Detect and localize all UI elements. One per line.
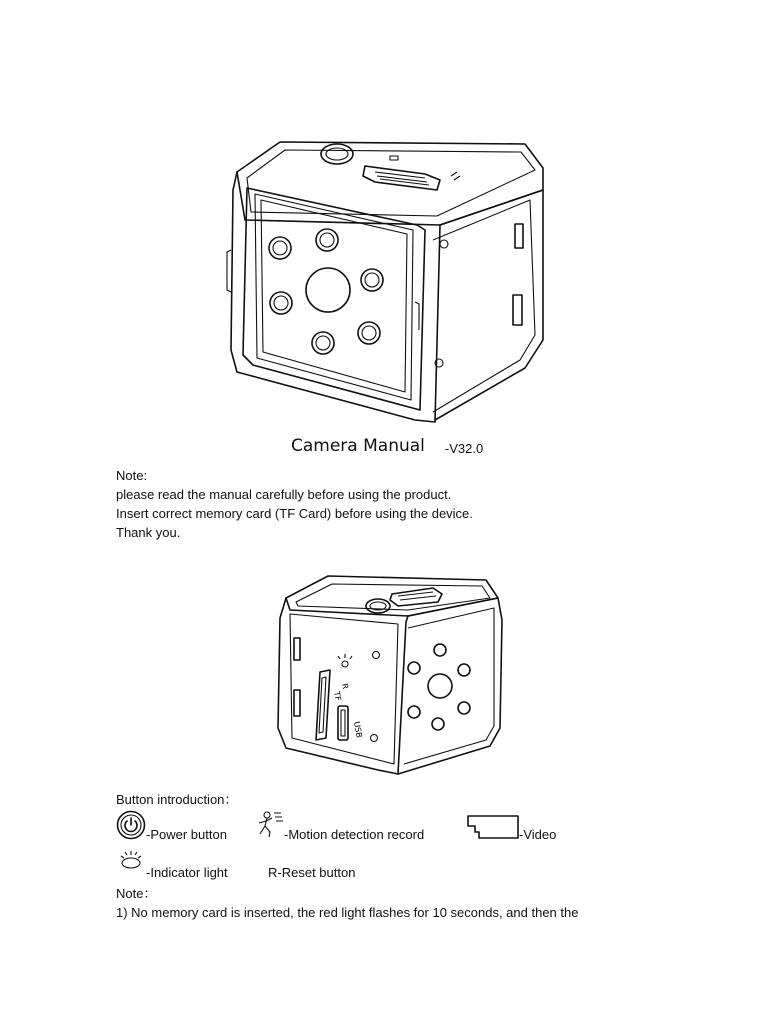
- note-line-2: Insert correct memory card (TF Card) before using the device.: [116, 506, 473, 521]
- reset-label: R: [340, 682, 350, 690]
- power-button-label: -Power button: [146, 827, 227, 842]
- note2-heading: Note：: [116, 886, 157, 901]
- camera-side-illustration: [258, 558, 518, 780]
- indicator-light-label: -Indicator light: [146, 865, 228, 880]
- document-version: -V32.0: [444, 441, 484, 456]
- motion-detection-icon: [254, 810, 284, 838]
- power-icon: [116, 810, 146, 840]
- note-line-3: Thank you.: [116, 525, 181, 540]
- note-heading: Note:: [116, 468, 148, 483]
- reset-button-label: R-Reset button: [268, 865, 356, 880]
- video-label: -Video: [519, 827, 557, 842]
- note-line-1: please read the manual carefully before using the product.: [116, 487, 452, 502]
- camera-front-illustration: [225, 130, 555, 430]
- button-intro-heading: Button introduction：: [116, 792, 238, 807]
- usb-label: USB: [352, 720, 364, 739]
- indicator-light-icon: [116, 848, 146, 870]
- document-title: Camera Manual: [291, 436, 425, 456]
- note2-item-1: 1) No memory card is inserted, the red light flashes for 10 seconds, and then the: [116, 905, 579, 920]
- tf-label: TF: [332, 690, 343, 702]
- motion-detection-label: -Motion detection record: [284, 827, 425, 842]
- document-title-block: [291, 436, 483, 456]
- memory-card-icon: [467, 815, 519, 839]
